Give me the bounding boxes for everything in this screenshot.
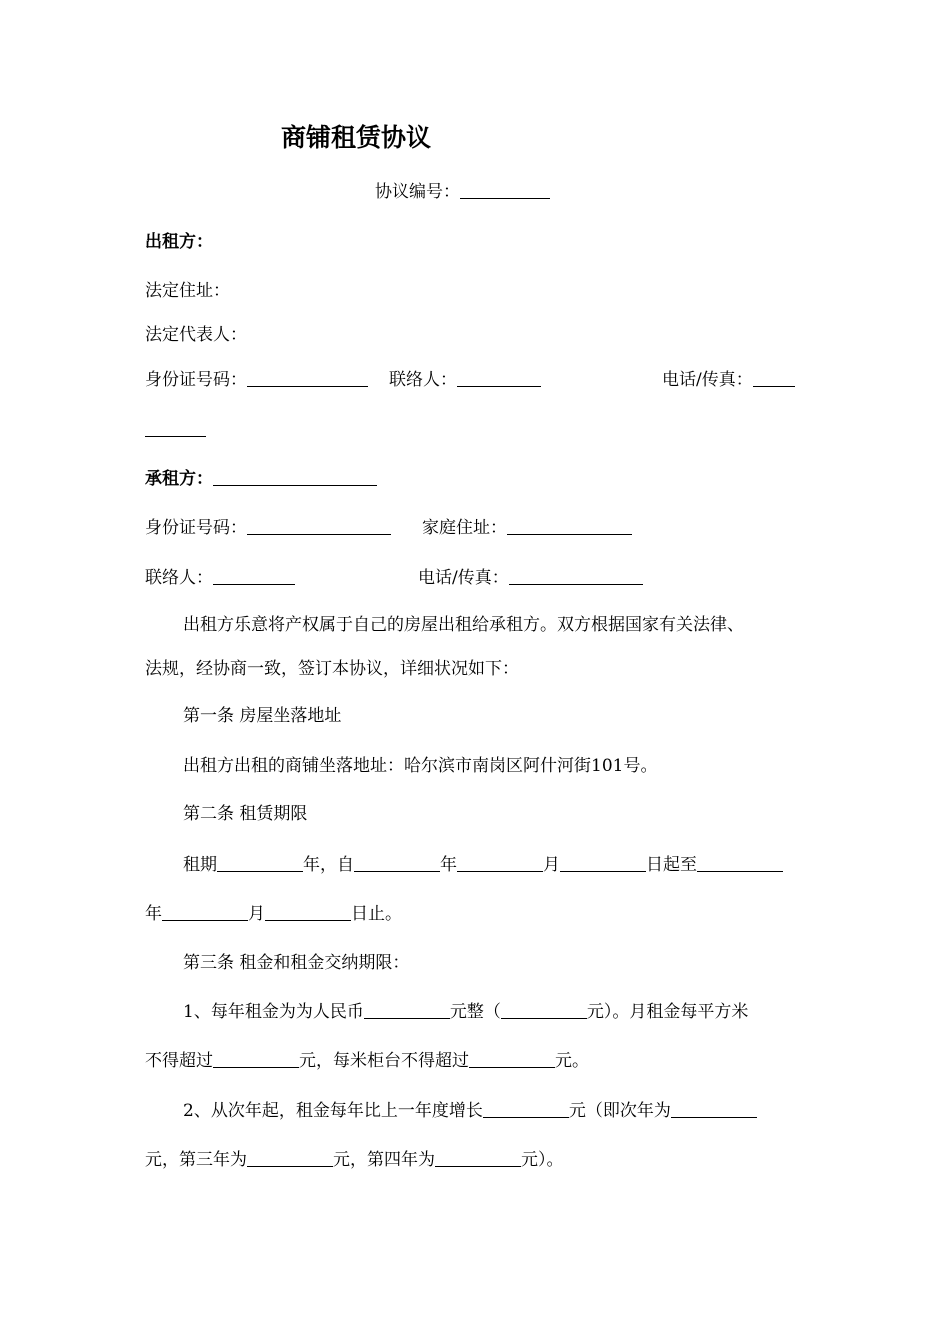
lessor-heading: 出租方： [145, 232, 213, 252]
lease-term-line-2 [145, 902, 402, 926]
start-year-blank[interactable] [354, 853, 440, 872]
intro-line-1: 出租方乐意将产权属于自己的房屋出租给承租方。双方根据国家有关法律、 [183, 615, 744, 635]
lease-term-text: 年 [440, 855, 457, 875]
rent-clause-1-line-2 [145, 1049, 589, 1073]
annual-rent-number-blank[interactable] [501, 1000, 587, 1019]
article-3-heading: 第三条 租金和租金交纳期限： [183, 953, 410, 973]
rent-text: 1、每年租金为为人民币 [183, 1002, 364, 1022]
rent-text: 元（即次年为 [568, 1101, 671, 1121]
fourth-year-rent-blank[interactable] [435, 1148, 521, 1167]
lessee-name-blank[interactable] [213, 467, 377, 486]
lessor-phone-row [662, 368, 795, 392]
second-year-rent-blank[interactable] [671, 1099, 757, 1118]
agreement-number-row [375, 180, 550, 204]
lessee-phone-row [418, 566, 643, 590]
agreement-number-label: 协议编号： [375, 182, 460, 202]
lessor-representative-label: 法定代表人： [145, 325, 247, 345]
lease-term-line-1 [183, 853, 783, 877]
start-month-blank[interactable] [457, 853, 543, 872]
rent-text: 2、从次年起，租金每年比上一年度增长 [183, 1101, 483, 1121]
lease-term-text: 日止。 [351, 904, 402, 924]
article-1-text: 出租方出租的商铺坐落地址：哈尔滨市南岗区阿什河街101号。 [183, 756, 658, 776]
lessee-home-row [422, 516, 632, 540]
lease-term-text: 年 [145, 904, 162, 924]
lessor-address-label: 法定住址： [145, 281, 230, 301]
article-1-heading: 第一条 房屋坐落地址 [183, 706, 342, 726]
lessee-heading: 承租方： [145, 469, 213, 489]
rent-text: 元，第三年为 [145, 1150, 247, 1170]
agreement-number-blank[interactable] [460, 180, 550, 199]
end-year-blank[interactable] [697, 853, 783, 872]
lessee-home-blank[interactable] [507, 516, 632, 535]
lessor-contact-label: 联络人： [389, 370, 457, 390]
article-2-heading: 第二条 租赁期限 [183, 804, 308, 824]
rent-clause-2-line-1 [183, 1099, 757, 1123]
rent-clause-1-line-1 [183, 1000, 748, 1024]
lessee-row [145, 467, 377, 491]
lessor-phone-blank[interactable] [753, 368, 795, 387]
end-month-blank[interactable] [162, 902, 248, 921]
lessee-home-label: 家庭住址： [422, 518, 507, 538]
lessee-id-row [145, 516, 391, 540]
lessee-id-blank[interactable] [247, 516, 391, 535]
lease-years-blank[interactable] [217, 853, 303, 872]
lease-term-text: 日起至 [646, 855, 697, 875]
rent-text: 元。 [555, 1051, 589, 1071]
rent-text: 元）。月租金每平方米 [586, 1002, 749, 1022]
rent-per-sqm-blank[interactable] [213, 1049, 299, 1068]
lessor-id-label: 身份证号码： [145, 370, 247, 390]
lessor-phone-continued [145, 418, 206, 442]
lessee-phone-blank[interactable] [509, 566, 643, 585]
lessor-id-row [145, 368, 368, 392]
rent-text: 元）。 [521, 1150, 564, 1170]
lessor-phone-label: 电话/传真： [662, 370, 753, 390]
end-day-blank[interactable] [265, 902, 351, 921]
document-title: 商铺租赁协议 [281, 123, 432, 152]
lessor-id-blank[interactable] [247, 368, 368, 387]
lessee-phone-label: 电话/传真： [418, 568, 509, 588]
lease-term-text: 月 [248, 904, 265, 924]
lessee-contact-label: 联络人： [145, 568, 213, 588]
start-day-blank[interactable] [560, 853, 646, 872]
lessor-contact-blank[interactable] [457, 368, 541, 387]
lease-term-text: 租期 [183, 855, 217, 875]
annual-rent-words-blank[interactable] [364, 1000, 450, 1019]
lessor-contact-row [389, 368, 541, 392]
rent-text: 不得超过 [145, 1051, 213, 1071]
third-year-rent-blank[interactable] [247, 1148, 333, 1167]
rent-per-counter-blank[interactable] [469, 1049, 555, 1068]
rent-text: 元，每米柜台不得超过 [299, 1051, 469, 1071]
lessee-id-label: 身份证号码： [145, 518, 247, 538]
rent-clause-2-line-2 [145, 1148, 564, 1172]
lease-term-text: 月 [543, 855, 560, 875]
lease-term-text: 年，自 [303, 855, 354, 875]
intro-line-2: 法规，经协商一致，签订本协议，详细状况如下： [145, 659, 519, 679]
annual-increase-blank[interactable] [483, 1099, 569, 1118]
rent-text: 元整（ [449, 1002, 501, 1022]
rent-text: 元，第四年为 [333, 1150, 435, 1170]
lessor-phone-blank-continued[interactable] [145, 418, 206, 437]
lessee-contact-blank[interactable] [213, 566, 295, 585]
lessee-contact-row [145, 566, 295, 590]
